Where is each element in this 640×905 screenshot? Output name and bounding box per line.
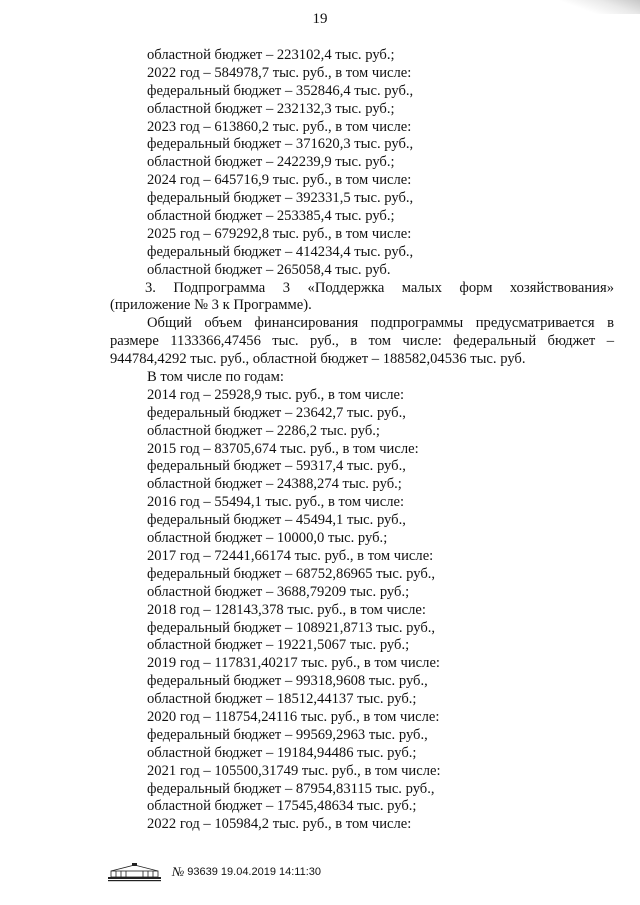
budget-line: федеральный бюджет – 108921,8713 тыс. руб., (147, 619, 436, 636)
budget-line: федеральный бюджет – 59317,4 тыс. руб., (147, 458, 406, 475)
budget-line: 2016 год – 55494,1 тыс. руб., в том числе: (147, 494, 405, 511)
budget-line: федеральный бюджет – 99318,9608 тыс. руб., (147, 673, 428, 690)
budget-line: 2022 год – 105984,2 тыс. руб., в том числе: (147, 816, 412, 833)
budget-line: федеральный бюджет – 87954,83115 тыс. руб., (147, 780, 435, 797)
financing-volume-line-3: 944784,4292 тыс. руб., областной бюджет – 188582,04536 тыс. руб. (110, 351, 526, 368)
budget-line: 2019 год – 117831,40217 тыс. руб., в том числе: (147, 655, 440, 672)
signature-mark: № (172, 864, 185, 879)
financing-volume-line-2: размере 1133366,47456 тыс. руб., в том числе: федеральный бюджет – (110, 333, 614, 350)
budget-line: федеральный бюджет – 414234,4 тыс. руб., (147, 243, 414, 260)
budget-list-part-b (110, 387, 614, 834)
budget-list-part-a (110, 47, 614, 280)
budget-line: 2025 год – 679292,8 тыс. руб., в том числе: (147, 225, 412, 242)
page-number: 19 (312, 11, 328, 27)
budget-line: областной бюджет – 3688,79209 тыс. руб.; (147, 583, 410, 600)
budget-line: федеральный бюджет – 99569,2963 тыс. руб., (147, 726, 428, 743)
budget-line: федеральный бюджет – 23642,7 тыс. руб., (147, 404, 406, 421)
document-body (110, 47, 614, 834)
budget-line: федеральный бюджет – 392331,5 тыс. руб., (147, 190, 414, 207)
budget-line: федеральный бюджет – 352846,4 тыс. руб., (147, 82, 414, 99)
subprogram-heading: 3. Подпрограмма 3 «Поддержка малых форм хозяйствования» (145, 279, 614, 296)
budget-line: 2022 год – 584978,7 тыс. руб., в том числе: (147, 64, 412, 81)
budget-line: областной бюджет – 253385,4 тыс. руб.; (147, 208, 395, 225)
budget-line: областной бюджет – 265058,4 тыс. руб. (147, 261, 391, 278)
document-footer (107, 862, 321, 882)
budget-line: областной бюджет – 19184,94486 тыс. руб.; (147, 744, 417, 761)
budget-line: 2018 год – 128143,378 тыс. руб., в том числе: (147, 601, 426, 618)
budget-line: областной бюджет – 232132,3 тыс. руб.; (147, 100, 395, 117)
budget-line: областной бюджет – 10000,0 тыс. руб.; (147, 530, 388, 547)
government-building-logo-icon (107, 862, 162, 882)
budget-line: федеральный бюджет – 68752,86965 тыс. руб., (147, 565, 436, 582)
budget-line: 2021 год – 105500,31749 тыс. руб., в том числе: (147, 762, 441, 779)
budget-line: 2020 год – 118754,24116 тыс. руб., в том числе: (147, 708, 440, 725)
budget-line: 2023 год – 613860,2 тыс. руб., в том числе: (147, 118, 412, 135)
budget-line: 2017 год – 72441,66174 тыс. руб., в том числе: (147, 547, 434, 564)
budget-line: федеральный бюджет – 371620,3 тыс. руб., (147, 136, 414, 153)
budget-line: областной бюджет – 17545,48634 тыс. руб.; (147, 798, 417, 815)
budget-line: областной бюджет – 18512,44137 тыс. руб.; (147, 691, 417, 708)
budget-line: 2024 год – 645716,9 тыс. руб., в том числе: (147, 172, 412, 189)
budget-line: областной бюджет – 223102,4 тыс. руб.; (147, 47, 395, 63)
financing-volume-line-1: Общий объем финансирования подпрограммы предусматривается в (147, 315, 614, 332)
budget-line: областной бюджет – 19221,5067 тыс. руб.; (147, 637, 410, 654)
budget-line: 2014 год – 25928,9 тыс. руб., в том числе: (147, 386, 405, 403)
document-stamp: 93639 19.04.2019 14:11:30 (187, 866, 322, 878)
budget-line: областной бюджет – 242239,9 тыс. руб.; (147, 154, 395, 171)
budget-line: областной бюджет – 2286,2 тыс. руб.; (147, 422, 380, 439)
by-years-label: В том числе по годам: (147, 369, 284, 386)
budget-line: 2015 год – 83705,674 тыс. руб., в том числе: (147, 440, 419, 457)
budget-line: областной бюджет – 24388,274 тыс. руб.; (147, 476, 402, 493)
subprogram-appendix-ref: (приложение № 3 к Программе). (110, 297, 312, 314)
budget-line: федеральный бюджет – 45494,1 тыс. руб., (147, 512, 406, 529)
